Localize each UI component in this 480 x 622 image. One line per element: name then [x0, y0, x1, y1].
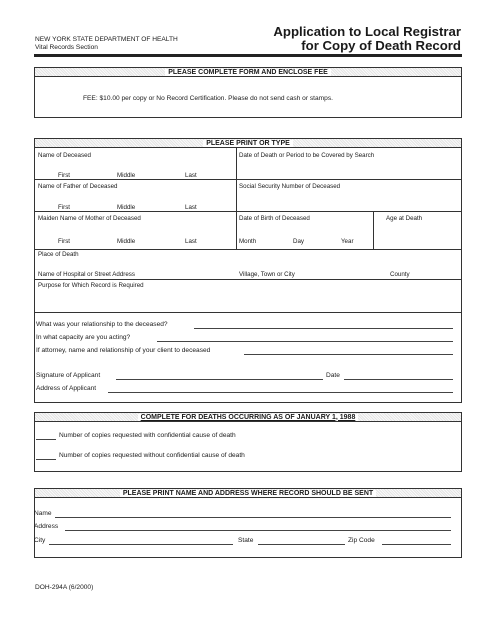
copies-section [34, 412, 462, 472]
label-capacity: In what capacity are you acting? [36, 334, 131, 341]
mailing-section [34, 488, 462, 558]
label-signature: Signature of Applicant [36, 372, 101, 379]
ssn-field[interactable] [239, 192, 459, 210]
label-relationship: What was your relationship to the deceased? [36, 321, 168, 328]
mail-state-input[interactable] [258, 544, 345, 545]
label-ssn: Social Security Number of Deceased [239, 183, 341, 190]
attorney-input[interactable] [244, 354, 453, 355]
label-place-of-death: Place of Death [38, 251, 79, 258]
label-dob: Date of Birth of Deceased [239, 215, 310, 222]
label-month: Month [239, 238, 257, 245]
label-first-3: First [58, 238, 71, 245]
applicant-section [34, 138, 462, 403]
copies-without-cause-input[interactable] [36, 459, 56, 460]
label-name-of-deceased: Name of Deceased [38, 152, 91, 159]
mail-zip-input[interactable] [382, 544, 451, 545]
fee-text: FEE: $10.00 per copy or No Record Certification. Please do not send cash or stamps. [83, 95, 333, 102]
form-title-line2: for Copy of Death Record [301, 38, 461, 53]
fee-banner-title: PLEASE COMPLETE FORM AND ENCLOSE FEE [165, 69, 331, 76]
dob-field[interactable] [239, 224, 371, 237]
label-middle-3: Middle [117, 238, 136, 245]
label-copies-with-cause: Number of copies requested with confidential cause of death [59, 432, 236, 439]
header-rule [34, 54, 462, 57]
mail-city-input[interactable] [49, 544, 233, 545]
copies-banner-title: COMPLETE FOR DEATHS OCCURRING AS OF JANUARY 1, 1988 [138, 414, 359, 421]
label-middle-2: Middle [117, 204, 136, 211]
name-of-deceased-field[interactable] [38, 161, 234, 171]
section-name: Vital Records Section [35, 44, 98, 51]
label-address-applicant: Address of Applicant [36, 385, 97, 392]
label-hospital: Name of Hospital or Street Address [38, 271, 135, 278]
label-age-at-death: Age at Death [386, 215, 423, 222]
age-at-death-field[interactable] [376, 224, 460, 248]
father-name-field[interactable] [38, 192, 234, 204]
address-applicant-input[interactable] [108, 392, 453, 393]
purpose-field[interactable] [38, 290, 458, 310]
label-attorney: If attorney, name and relationship of your client to deceased [36, 347, 211, 354]
label-mother-name: Maiden Name of Mother of Deceased [38, 215, 141, 222]
department-name: NEW YORK STATE DEPARTMENT OF HEALTH [35, 36, 178, 43]
label-mail-address: Address [34, 523, 59, 530]
label-day: Day [293, 238, 305, 245]
date-input[interactable] [344, 379, 453, 380]
label-date-of-death: Date of Death or Period to be Covered by Search [239, 152, 375, 159]
form-title-line1: Application to Local Registrar [273, 24, 461, 39]
mail-name-input[interactable] [55, 517, 451, 518]
label-mail-city: City [34, 537, 46, 544]
column-divider [236, 148, 237, 249]
label-date: Date [326, 372, 340, 379]
label-mail-state: State [238, 537, 254, 544]
form-id: DOH-294A (6/2000) [35, 584, 94, 591]
mail-address-input[interactable] [65, 530, 451, 531]
age-divider [373, 211, 374, 249]
relationship-input[interactable] [194, 328, 453, 329]
mail-banner-title: PLEASE PRINT NAME AND ADDRESS WHERE RECORD SHOULD BE SENT [120, 490, 376, 497]
label-last-1: Last [185, 172, 197, 179]
label-mail-zip: Zip Code [348, 537, 375, 544]
label-county: County [390, 271, 410, 278]
label-first-1: First [58, 172, 71, 179]
label-village: Village, Town or City [239, 271, 295, 278]
print-banner-title: PLEASE PRINT OR TYPE [203, 140, 293, 147]
label-copies-without-cause: Number of copies requested without confidential cause of death [59, 452, 245, 459]
date-of-death-field[interactable] [239, 161, 459, 179]
label-first-2: First [58, 204, 71, 211]
fee-section [34, 67, 462, 118]
label-mail-name: Name [34, 510, 52, 517]
label-purpose: Purpose for Which Record is Required [38, 282, 144, 289]
label-year: Year [341, 238, 354, 245]
copies-with-cause-input[interactable] [36, 439, 56, 440]
label-middle-1: Middle [117, 172, 136, 179]
mother-name-field[interactable] [38, 224, 234, 237]
capacity-input[interactable] [157, 341, 453, 342]
label-last-3: Last [185, 238, 197, 245]
signature-input[interactable] [116, 379, 323, 380]
label-father-name: Name of Father of Deceased [38, 183, 118, 190]
label-last-2: Last [185, 204, 197, 211]
place-of-death-field[interactable] [38, 259, 458, 270]
